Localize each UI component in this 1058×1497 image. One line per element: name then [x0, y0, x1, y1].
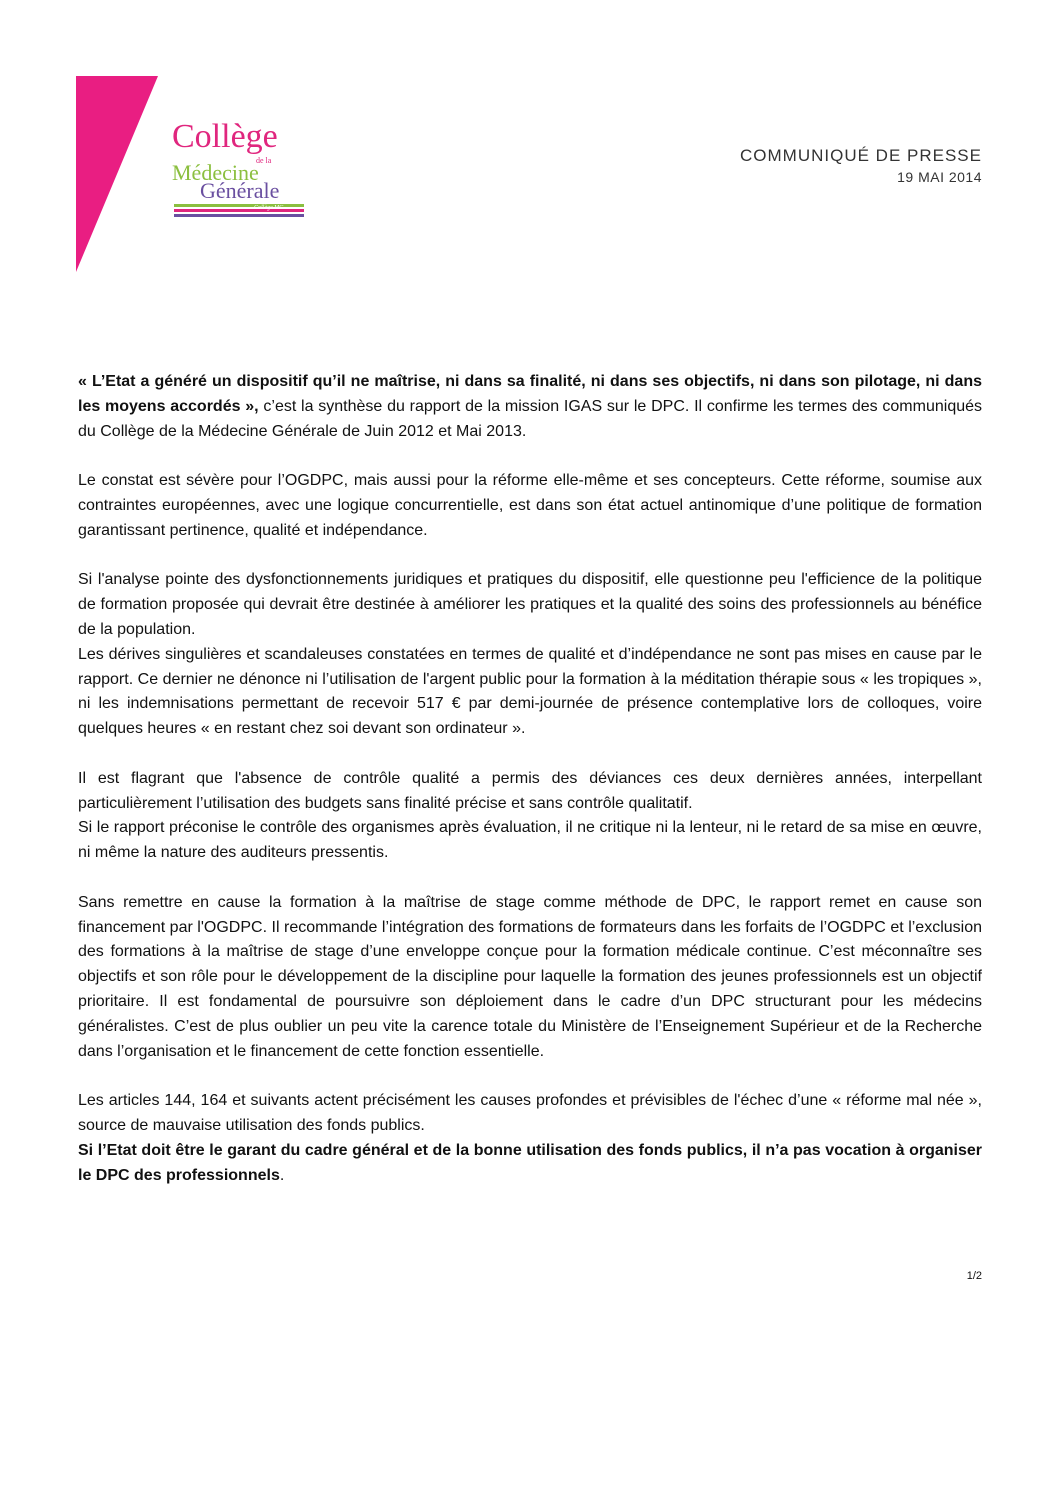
paragraph-2: Le constat est sévère pour l’OGDPC, mais aussi pour la réforme elle-même et ses concepteurs. Cette réforme, soumise aux contraintes européennes, avec une logique concurrentielle, est dans son état actuel antinomique d’une politique de formation garantissant pertinence, qualité et indépendance. [78, 472, 982, 539]
paragraph-1 [78, 370, 982, 444]
logo-word-de-la: de la [256, 156, 272, 165]
paragraph-4b: Si le rapport préconise le contrôle des organismes après évaluation, il ne critique ni la lenteur, ni le retard de sa mise en œuvre, ni même la nature des auditeurs pressentis. [78, 819, 982, 862]
opening-quote: « L’Etat a généré un dispositif qu’il ne maîtrise, ni dans sa finalité, ni dans ses objectifs, ni dans son pilotage, ni dans les moyens accordés », [78, 373, 982, 415]
document-date: 19 MAI 2014 [897, 169, 982, 185]
page-number: 1/2 [966, 1270, 982, 1282]
logo-word-medecine: Médecine [172, 160, 259, 185]
paragraph-6a: Les articles 144, 164 et suivants actent précisément les causes profondes et prévisibles de l'échec d’une « réforme mal née », source de mauvaise utilisation des fonds publics. [78, 1092, 982, 1134]
document-type-title: COMMUNIQUÉ DE PRESSE [740, 146, 982, 165]
logo-purple-bar [174, 214, 304, 217]
logo-small-text: Collège MG [254, 205, 284, 211]
press-release-body [78, 370, 982, 1188]
logo-pink-bar [174, 209, 304, 212]
logo-word-college: Collège [172, 118, 278, 155]
paragraph-5: Sans remettre en cause la formation à la maîtrise de stage comme méthode de DPC, le rapport remet en cause son financement par l'OGDPC. Il recommande l’intégration des formations de formateurs dans les forfaits de l’OGDPC et l’exclusion des formations à la maîtrise de stage d’une enveloppe conçue pour la formation médicale continue. C’est méconnaître ses objectifs et son rôle pour le développement de la discipline pour laquelle la formation des jeunes professionnels est un objectif prioritaire. Il est fondamental de poursuivre son déploiement dans le cadre d’un DPC structurant pour les médecins généralistes. C’est de plus oublier un peu vite la carence totale du Ministère de l’Enseignement Supérieur et de la Recherche dans l’organisation et le financement de cette fonction essentielle. [78, 893, 982, 1060]
header-block [740, 145, 982, 187]
paragraph-4a: Il est flagrant que l'absence de contrôle qualité a permis des déviances ces deux dernières années, interpellant particulièrement l’utilisation des budgets sans finalité précise et sans contrôle qualitatif. [78, 769, 982, 812]
paragraph-1-text: c’est la synthèse du rapport de la mission IGAS sur le DPC. Il confirme les termes des communiqués du Collège de la Médecine Générale de Juin 2012 et Mai 2013. [78, 397, 983, 440]
college-mg-logo [172, 120, 312, 220]
pink-wedge-decoration [76, 76, 158, 272]
paragraph-3a: Si l'analyse pointe des dysfonctionnements juridiques et pratiques du dispositif, elle questionne peu l'efficience de la politique de formation proposée qui devrait être destinée à améliorer les pratiques et la qualité des soins des professionnels au bénéfice de la population. [78, 571, 982, 638]
paragraph-6b [78, 1139, 982, 1189]
closing-statement: Si l’Etat doit être le garant du cadre général et de la bonne utilisation des fonds publics, il n’a pas vocation à organiser le DPC des professionnels [78, 1141, 982, 1184]
logo-word-generale: Générale [200, 178, 280, 203]
logo-green-bar [174, 204, 304, 207]
paragraph-3b: Les dérives singulières et scandaleuses constatées en termes de qualité et d’indépendance ne sont pas mises en cause par le rapport. Ce dernier ne dénonce ni l’utilisation de l'argent public pour la formation à la méditation thérapie sous « les tropiques », ni les indemnisations permettant de recevoir 517 € par demi-journée de présence contemplative lors de colloques, voire quelques heures « en restant chez soi devant son ordinateur ». [78, 645, 982, 738]
closing-period: . [279, 1166, 285, 1184]
